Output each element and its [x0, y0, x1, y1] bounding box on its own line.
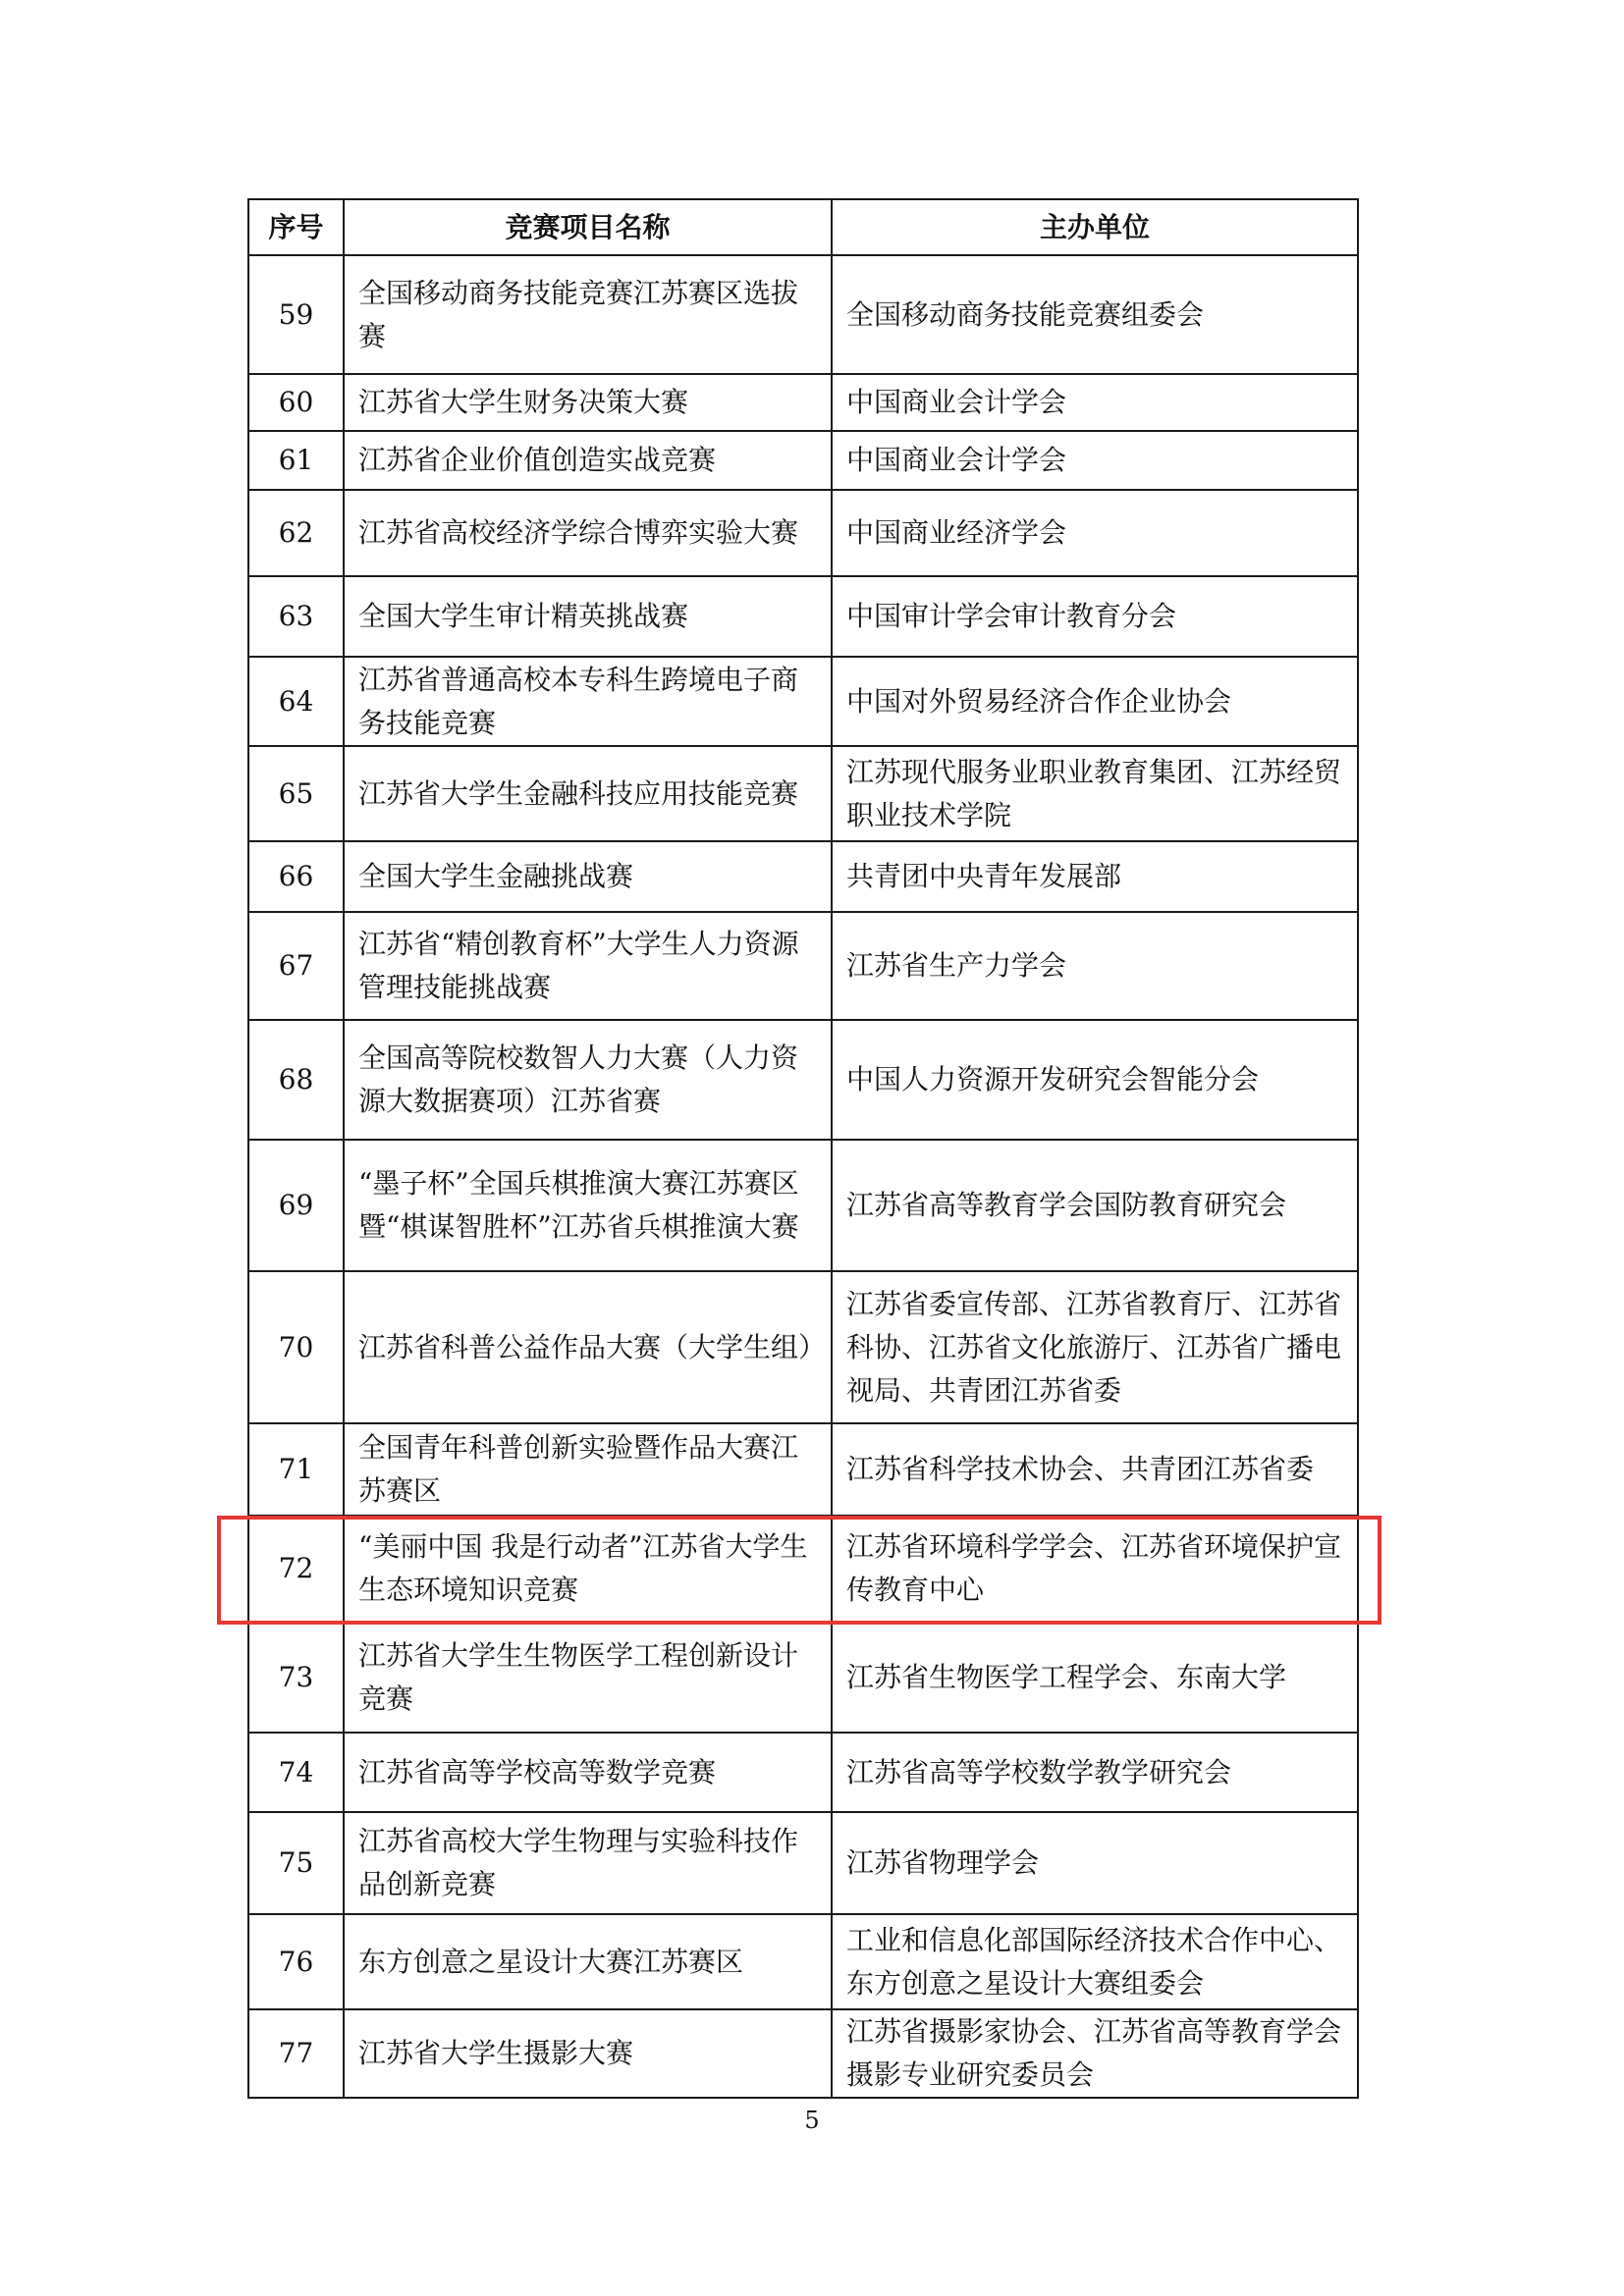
row-name: 全国大学生审计精英挑战赛 — [344, 576, 832, 657]
header-org: 主办单位 — [832, 199, 1358, 255]
table-row — [248, 1914, 1358, 2009]
table-row — [248, 657, 1358, 746]
header-name: 竞赛项目名称 — [344, 199, 832, 255]
row-name: 江苏省普通高校本专科生跨境电子商务技能竞赛 — [344, 657, 832, 746]
table-row — [248, 1622, 1358, 1733]
row-no: 59 — [248, 255, 344, 374]
row-name: 东方创意之星设计大赛江苏赛区 — [344, 1914, 832, 2009]
row-no: 60 — [248, 374, 344, 431]
row-org: 中国人力资源开发研究会智能分会 — [832, 1020, 1358, 1140]
row-org: 江苏省生产力学会 — [832, 912, 1358, 1020]
table-row — [248, 1140, 1358, 1271]
table-row — [248, 746, 1358, 841]
row-org: 江苏省委宣传部、江苏省教育厅、江苏省科协、江苏省文化旅游厅、江苏省广播电视局、共青团江苏省委 — [832, 1271, 1358, 1423]
row-name: 全国移动商务技能竞赛江苏赛区选拔赛 — [344, 255, 832, 374]
row-name: “美丽中国 我是行动者”江苏省大学生生态环境知识竞赛 — [344, 1516, 832, 1622]
row-name: 江苏省企业价值创造实战竞赛 — [344, 431, 832, 490]
table-row — [248, 1812, 1358, 1914]
row-name: 全国大学生金融挑战赛 — [344, 841, 832, 912]
row-no: 67 — [248, 912, 344, 1020]
table-row — [248, 1516, 1358, 1622]
row-no: 63 — [248, 576, 344, 657]
row-no: 65 — [248, 746, 344, 841]
row-name: 江苏省大学生摄影大赛 — [344, 2009, 832, 2098]
row-org: 中国对外贸易经济合作企业协会 — [832, 657, 1358, 746]
header-no: 序号 — [248, 199, 344, 255]
row-org: 工业和信息化部国际经济技术合作中心、东方创意之星设计大赛组委会 — [832, 1914, 1358, 2009]
table-row — [248, 374, 1358, 431]
row-no: 76 — [248, 1914, 344, 2009]
row-org: 江苏现代服务业职业教育集团、江苏经贸职业技术学院 — [832, 746, 1358, 841]
table-row — [248, 255, 1358, 374]
row-name: 江苏省高校经济学综合博弈实验大赛 — [344, 490, 832, 576]
table-row — [248, 431, 1358, 490]
row-no: 70 — [248, 1271, 344, 1423]
row-no: 75 — [248, 1812, 344, 1914]
row-name: 全国高等院校数智人力大赛（人力资源大数据赛项）江苏省赛 — [344, 1020, 832, 1140]
page-number: 5 — [804, 2107, 820, 2134]
row-name: 江苏省高等学校高等数学竞赛 — [344, 1733, 832, 1812]
row-name: 江苏省科普公益作品大赛（大学生组） — [344, 1271, 832, 1423]
table-row — [248, 490, 1358, 576]
row-name: 全国青年科普创新实验暨作品大赛江苏赛区 — [344, 1423, 832, 1516]
row-no: 64 — [248, 657, 344, 746]
row-org: 江苏省环境科学学会、江苏省环境保护宣传教育中心 — [832, 1516, 1358, 1622]
row-name: “墨子杯”全国兵棋推演大赛江苏赛区暨“棋谋智胜杯”江苏省兵棋推演大赛 — [344, 1140, 832, 1271]
row-no: 73 — [248, 1622, 344, 1733]
row-no: 68 — [248, 1020, 344, 1140]
table-row — [248, 1423, 1358, 1516]
row-name: 江苏省“精创教育杯”大学生人力资源管理技能挑战赛 — [344, 912, 832, 1020]
table-row — [248, 576, 1358, 657]
row-org: 江苏省科学技术协会、共青团江苏省委 — [832, 1423, 1358, 1516]
row-no: 69 — [248, 1140, 344, 1271]
row-no: 71 — [248, 1423, 344, 1516]
table-row — [248, 1020, 1358, 1140]
table-header-row — [248, 199, 1358, 255]
table-row — [248, 2009, 1358, 2098]
competition-table — [247, 198, 1359, 2099]
row-org: 中国商业会计学会 — [832, 374, 1358, 431]
row-org: 江苏省高等教育学会国防教育研究会 — [832, 1140, 1358, 1271]
row-org: 全国移动商务技能竞赛组委会 — [832, 255, 1358, 374]
table-row — [248, 841, 1358, 912]
row-no: 74 — [248, 1733, 344, 1812]
table-row — [248, 1733, 1358, 1812]
row-no: 72 — [248, 1516, 344, 1622]
table-row — [248, 1271, 1358, 1423]
row-no: 62 — [248, 490, 344, 576]
row-org: 中国审计学会审计教育分会 — [832, 576, 1358, 657]
row-name: 江苏省高校大学生物理与实验科技作品创新竞赛 — [344, 1812, 832, 1914]
row-no: 77 — [248, 2009, 344, 2098]
row-org: 中国商业会计学会 — [832, 431, 1358, 490]
row-org: 江苏省高等学校数学教学研究会 — [832, 1733, 1358, 1812]
row-name: 江苏省大学生金融科技应用技能竞赛 — [344, 746, 832, 841]
table-row — [248, 912, 1358, 1020]
row-no: 66 — [248, 841, 344, 912]
row-org: 江苏省摄影家协会、江苏省高等教育学会摄影专业研究委员会 — [832, 2009, 1358, 2098]
row-name: 江苏省大学生财务决策大赛 — [344, 374, 832, 431]
row-no: 61 — [248, 431, 344, 490]
row-org: 中国商业经济学会 — [832, 490, 1358, 576]
row-org: 江苏省物理学会 — [832, 1812, 1358, 1914]
row-org: 共青团中央青年发展部 — [832, 841, 1358, 912]
row-name: 江苏省大学生生物医学工程创新设计竞赛 — [344, 1622, 832, 1733]
row-org: 江苏省生物医学工程学会、东南大学 — [832, 1622, 1358, 1733]
